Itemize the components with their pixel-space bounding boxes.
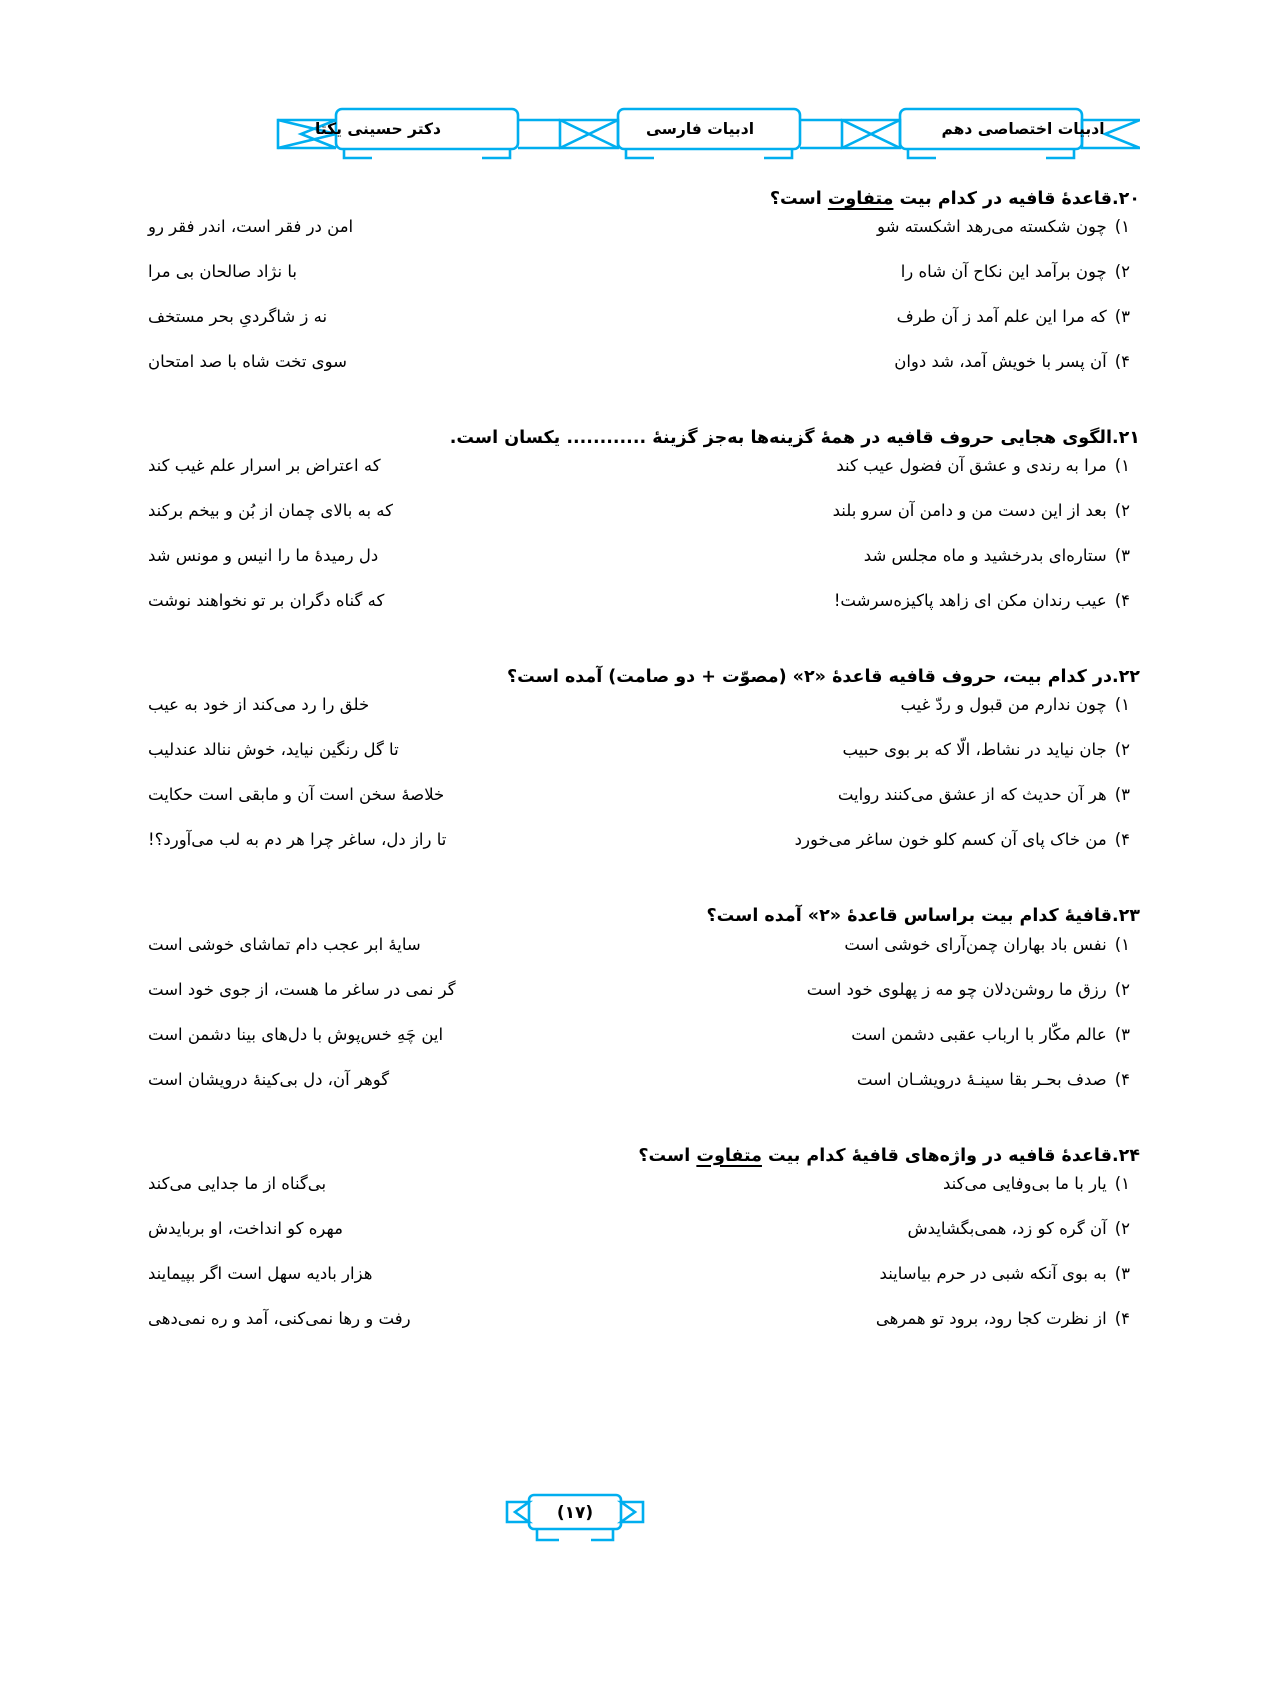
option-marker: ۲) [1114,979,1130,999]
hemistich-second: تا گل رنگین نیاید، خوش ننالد عندلیب [148,740,399,760]
hemistich-second: که به بالای چمان از بُن و بیخم برکند [148,501,393,521]
options-list-23 [130,934,1140,1117]
question-block-22 [130,664,1140,877]
option-right-col [635,593,1140,610]
option-row[interactable] [130,832,1140,877]
option-marker: ۲) [1114,262,1130,282]
option-marker: ۳) [1114,546,1130,566]
option-right-col [635,1069,1140,1089]
hemistich-first: بعد از این دست من و دامن آن سرو بلند [832,501,1107,521]
hemistich-first: که مرا این علم آمد ز آن طرف [896,307,1107,327]
question-heading-21 [130,425,1140,458]
hemistich-first: عیب رندان مکن ای زاهد پاکیزه‌سرشت! [833,591,1107,611]
hemistich-second: بی‌گناه از ما جدایی می‌کند [148,1173,327,1193]
question-number-22: ۲۲. [1111,667,1140,688]
question-number-20: ۲۰. [1111,189,1140,209]
hemistich-first: صدف بحـر بقا سینـهٔ درویشـان است [856,1069,1107,1089]
question-text-20-after: است؟ [769,189,828,209]
option-row[interactable] [130,354,1140,399]
option-marker: ۴) [1114,830,1130,850]
option-marker: ۲) [1114,740,1130,760]
option-left-col [130,742,635,759]
option-left-col [130,309,635,326]
hemistich-first: عالم مکّار با ارباب عقبی دشمن است [851,1024,1107,1044]
hemistich-first: رزق ما روشن‌دلان چو مه ز پهلوی خود است [806,979,1107,999]
question-block-21 [130,425,1140,638]
header-banner-subject: ادبیات فارسی [645,120,755,138]
hemistich-second: خلاصهٔ سخن است آن و مابقی است حکایت [148,785,445,805]
hemistich-first: نفس باد بهاران چمن‌آرای خوشی است [844,934,1107,954]
option-row[interactable] [130,1308,1140,1356]
question-text-20-before: قاعدهٔ قافیه در کدام بیت [893,189,1112,209]
option-right-col [635,354,1140,371]
option-marker: ۴) [1114,591,1130,611]
question-block-23 [130,903,1140,1116]
hemistich-first: آن پسر با خویش آمد، شد دوان [894,352,1107,372]
option-marker: ۱) [1114,934,1130,954]
option-marker: ۳) [1114,1263,1130,1283]
hemistich-second: گوهر آن، دل بی‌کینهٔ درویشان است [148,1069,390,1089]
option-marker: ۲) [1114,501,1130,521]
option-marker: ۲) [1114,1218,1130,1238]
option-marker: ۳) [1114,785,1130,805]
option-right-col [635,219,1140,236]
hemistich-first: چون شکسته می‌رهد اشکسته شو [877,217,1107,237]
question-heading-23 [130,903,1140,936]
option-right-col [635,934,1140,954]
hemistich-first: یار با ما بی‌وفایی می‌کند [942,1173,1107,1193]
hemistich-second: که گناه دگران بر تو نخواهند نوشت [148,591,385,611]
options-list-22 [130,697,1140,877]
option-right-col [635,742,1140,759]
option-left-col [130,264,635,281]
option-right-col [635,503,1140,520]
option-marker: ۱) [1114,456,1130,476]
question-text-21-before: الگوی هجایی حروف قافیه در همهٔ گزینه‌ها به‌جز گزینهٔ ............ یکسان است. [449,428,1112,449]
option-left-col [130,1024,635,1044]
question-text-24-before: قاعدهٔ قافیه در واژه‌های قافیهٔ کدام بیت [761,1145,1112,1166]
option-marker: ۱) [1114,695,1130,715]
option-row[interactable] [130,1069,1140,1117]
options-list-21 [130,458,1140,638]
option-right-col [635,787,1140,804]
hemistich-second: که اعتراض بر اسرار علم غیب کند [148,456,381,476]
option-left-col [130,593,635,610]
question-number-23: ۲۳. [1111,906,1140,927]
option-right-col [635,1024,1140,1044]
footer-ribbon [0,1492,1270,1544]
option-row[interactable] [130,1024,1140,1072]
hemistich-first: من خاک پای آن کسم کلو خون ساغر می‌خورد [794,830,1107,850]
option-row[interactable] [130,1173,1140,1221]
question-heading-20 [130,186,1140,219]
option-right-col [635,697,1140,714]
option-marker: ۴) [1114,352,1130,372]
hemistich-second: با نژاد صالحان بی مرا [148,262,297,282]
question-block-24 [130,1143,1140,1356]
hemistich-first: جان نیاید در نشاط، الّا که بر بوی حبیب [842,740,1107,760]
hemistich-second: سایهٔ ابر عجب دام تماشای خوشی است [148,934,421,954]
option-left-col [130,697,635,714]
question-block-20 [130,186,1140,399]
header-banner-author: دکتر حسینی یکتا [315,120,441,138]
option-right-col [635,979,1140,999]
option-row[interactable] [130,503,1140,548]
hemistich-second: این چَهِ خس‌پوش با دل‌های بینا دشمن است [148,1024,444,1044]
hemistich-second: سوی تخت شاه با صد امتحان [148,352,347,372]
question-text-23-before: قافیهٔ کدام بیت براساس قاعدهٔ «۲» آمده است؟ [706,906,1112,927]
option-row[interactable] [130,264,1140,309]
option-left-col [130,1263,635,1283]
hemistich-second: خلق را رد می‌کند از خود به عیب [148,695,370,715]
header-ribbon [130,100,1140,162]
option-left-col [130,458,635,475]
option-left-col [130,354,635,371]
hemistich-first: مرا به رندی و عشق آن فضول عیب کند [836,456,1107,476]
option-right-col [635,832,1140,849]
hemistich-second: رفت و رها نمی‌کنی، آمد و ره نمی‌دهی [148,1308,411,1328]
option-row[interactable] [130,742,1140,787]
option-row[interactable] [130,219,1140,264]
question-text-20-underlined: متفاوت [827,189,894,209]
option-row[interactable] [130,458,1140,503]
option-row[interactable] [130,548,1140,593]
option-right-col [635,264,1140,281]
option-left-col [130,548,635,565]
option-row[interactable] [130,593,1140,638]
hemistich-first: چون برآمد این نکاح آن شاه را [900,262,1107,282]
option-marker: ۱) [1114,217,1130,237]
option-right-col [635,1173,1140,1193]
hemistich-first: به بوی آنکه شبی در حرم بیاسایند [879,1263,1107,1283]
option-row[interactable] [130,1218,1140,1266]
question-text-24-after: است؟ [638,1145,697,1166]
option-right-col [635,548,1140,565]
option-row[interactable] [130,787,1140,832]
option-left-col [130,787,635,804]
option-marker: ۳) [1114,1024,1130,1044]
option-right-col [635,1218,1140,1238]
option-row[interactable] [130,309,1140,354]
question-text-22-before: در کدام بیت، حروف قافیه قاعدهٔ «۲» (مصوّت + دو صامت) آمده است؟ [506,667,1112,688]
option-row[interactable] [130,979,1140,1027]
options-list-20 [130,219,1140,399]
hemistich-first: از نظرت کجا رود، برود تو همرهی [875,1308,1107,1328]
option-right-col [635,309,1140,326]
option-left-col [130,934,635,954]
hemistich-first: آن گره کو زد، همی‌بگشایدش [907,1218,1107,1238]
option-marker: ۳) [1114,307,1130,327]
hemistich-second: گر نمی در ساغر ما هست، از جوی خود است [148,979,456,999]
option-left-col [130,219,635,236]
option-left-col [130,503,635,520]
header-banner-course: ادبیات اختصاصی دهم [941,120,1105,138]
options-list-24 [130,1173,1140,1356]
question-number-21: ۲۱. [1111,428,1140,449]
option-marker: ۴) [1114,1069,1130,1089]
option-left-col [130,1069,635,1089]
option-marker: ۴) [1114,1308,1130,1328]
hemistich-second: تا راز دل، ساغر چرا هر دم به لب می‌آورد؟! [148,830,447,850]
option-row[interactable] [130,1263,1140,1311]
option-left-col [130,1218,635,1238]
option-left-col [130,1173,635,1193]
hemistich-second: مهره کو انداخت، او برباید‌ش [148,1218,343,1238]
option-row[interactable] [130,934,1140,982]
option-right-col [635,1263,1140,1283]
hemistich-second: امن در فقر است، اندر فقر رو [148,217,354,237]
hemistich-first: ستاره‌ای بدرخشید و ماه مجلس شد [863,546,1107,566]
option-right-col [635,1308,1140,1328]
question-heading-22 [130,664,1140,697]
hemistich-second: دل رمیدهٔ ما را انیس و مونس شد [148,546,379,566]
hemistich-first: هر آن حدیث که از عشق می‌کنند روایت [837,785,1107,805]
question-text-24-underlined: متفاوت [696,1145,762,1166]
option-right-col [635,458,1140,475]
option-left-col [130,1308,635,1328]
question-sheet [130,186,1140,1360]
page-number: (۱۷) [556,1503,594,1523]
option-row[interactable] [130,697,1140,742]
hemistich-first: چون ندارم من قبول و ردّ غیب [900,695,1107,715]
option-left-col [130,832,635,849]
question-heading-24 [130,1143,1140,1176]
question-number-24: ۲۴. [1111,1145,1140,1166]
option-marker: ۱) [1114,1173,1130,1193]
hemistich-second: هزار بادیه سهل است اگر بپیمایند [148,1263,373,1283]
hemistich-second: نه ز شاگردیِ بحر مستخف [148,307,328,327]
option-left-col [130,979,635,999]
